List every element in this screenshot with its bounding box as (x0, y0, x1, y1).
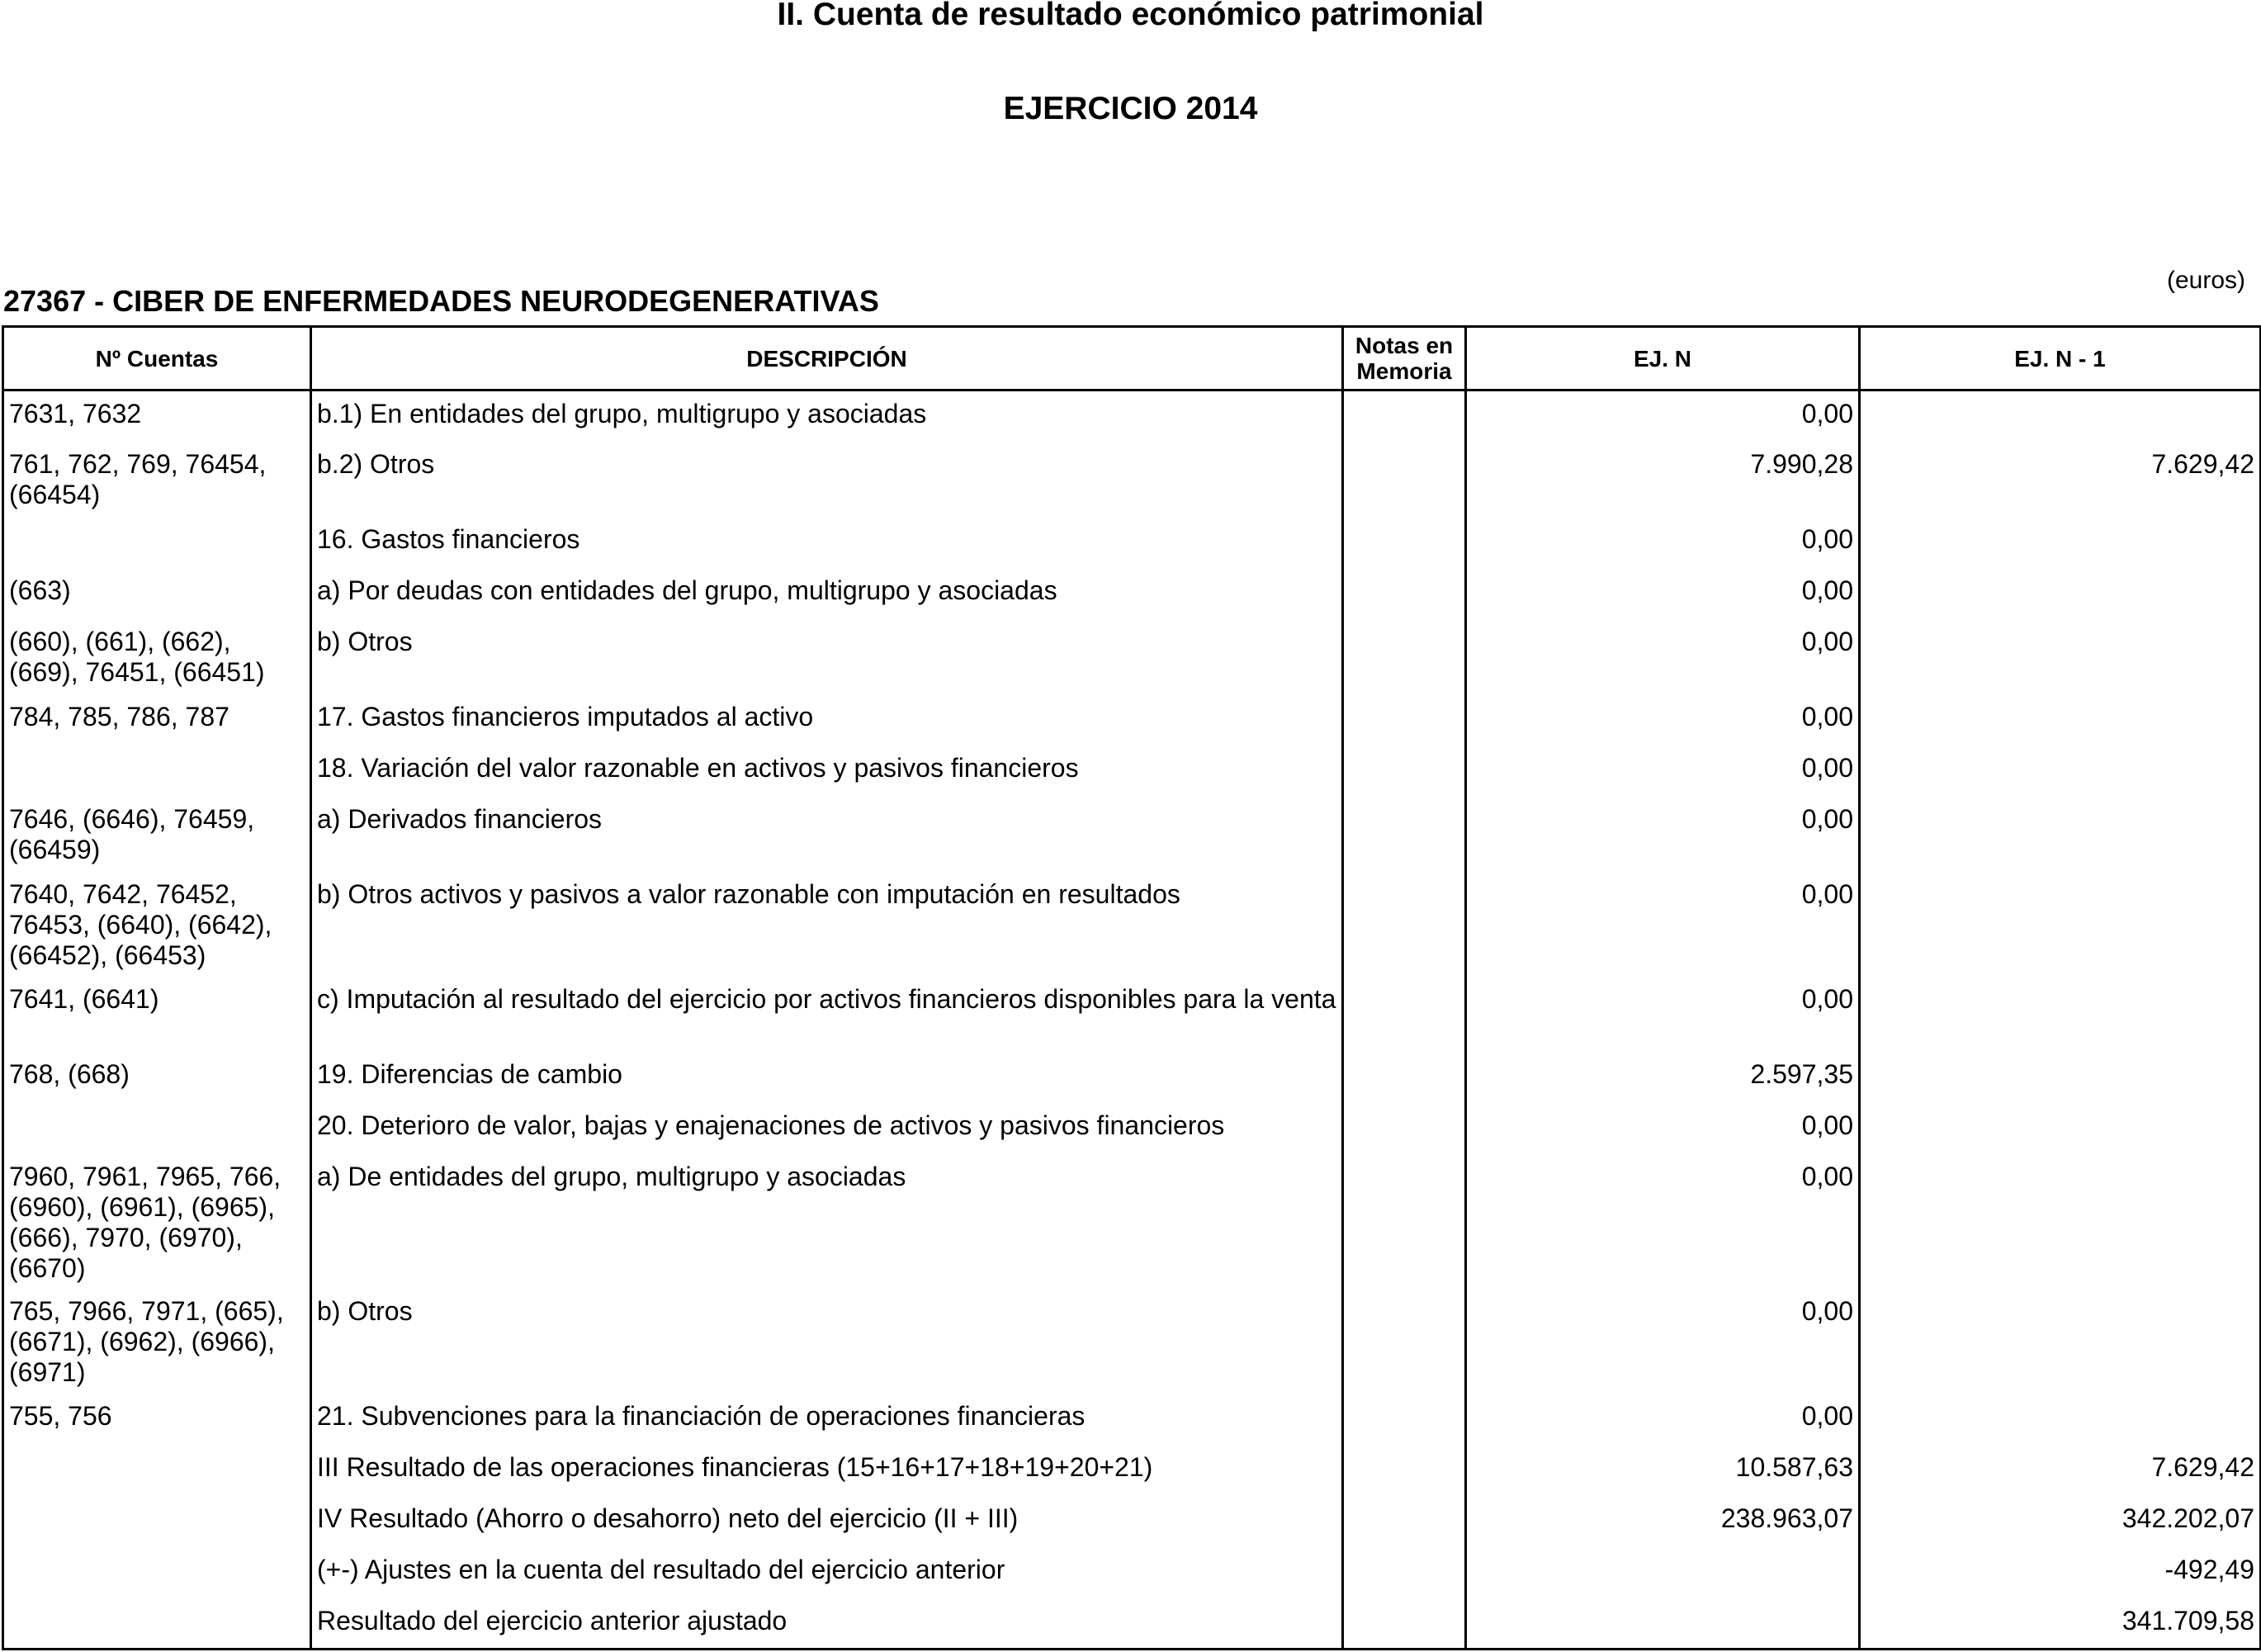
cell-notes (1343, 1445, 1466, 1496)
column-header-description: DESCRIPCIÓN (311, 327, 1343, 391)
cell-accounts (3, 1496, 311, 1547)
exercise-title: EJERCICIO 2014 (1003, 91, 1258, 126)
cell-previous-year (1860, 694, 2261, 746)
table-row (3, 442, 2261, 517)
cell-previous-year (1860, 568, 2261, 619)
cell-description: 21. Subvenciones para la financiación de operaciones financieras (311, 1394, 1343, 1445)
cell-current-year: 0,00 (1466, 1103, 1860, 1154)
cell-description: b) Otros (311, 1289, 1343, 1394)
table-row (3, 746, 2261, 797)
cell-accounts: 7640, 7642, 76452, 76453, (6640), (6642), (66452), (66453) (3, 872, 311, 977)
table-row (3, 568, 2261, 619)
cell-notes (1343, 694, 1466, 746)
cell-previous-year (1860, 872, 2261, 977)
cell-notes (1343, 872, 1466, 977)
cell-accounts (3, 746, 311, 797)
cell-previous-year: 7.629,42 (1860, 442, 2261, 517)
table-row (3, 1103, 2261, 1154)
cell-previous-year (1860, 746, 2261, 797)
cell-previous-year (1860, 619, 2261, 694)
cell-current-year: 0,00 (1466, 619, 1860, 694)
cell-previous-year (1860, 1052, 2261, 1103)
cell-current-year: 7.990,28 (1466, 442, 1860, 517)
table-row (3, 1496, 2261, 1547)
currency-units-label: (euros) (2166, 267, 2245, 294)
table-row (3, 391, 2261, 442)
cell-current-year (1466, 1598, 1860, 1650)
cell-current-year: 0,00 (1466, 1154, 1860, 1289)
cell-description: c) Imputación al resultado del ejercicio por activos financieros disponibles para la venta (311, 977, 1343, 1052)
cell-notes (1343, 1154, 1466, 1289)
cell-previous-year: 342.202,07 (1860, 1496, 2261, 1547)
cell-current-year: 0,00 (1466, 797, 1860, 872)
cell-previous-year (1860, 977, 2261, 1052)
cell-description: b) Otros (311, 619, 1343, 694)
cell-description: IV Resultado (Ahorro o desahorro) neto del ejercicio (II + III) (311, 1496, 1343, 1547)
cell-notes (1343, 746, 1466, 797)
cell-description: b.2) Otros (311, 442, 1343, 517)
cell-previous-year: 7.629,42 (1860, 1445, 2261, 1496)
cell-description: b) Otros activos y pasivos a valor razonable con imputación en resultados (311, 872, 1343, 977)
cell-previous-year: 341.709,58 (1860, 1598, 2261, 1650)
cell-previous-year: -492,49 (1860, 1547, 2261, 1598)
cell-accounts: 765, 7966, 7971, (665), (6671), (6962), (6966), (6971) (3, 1289, 311, 1394)
cell-accounts: 7641, (6641) (3, 977, 311, 1052)
cell-current-year: 0,00 (1466, 746, 1860, 797)
cell-accounts: 755, 756 (3, 1394, 311, 1445)
cell-current-year: 0,00 (1466, 517, 1860, 568)
cell-description: Resultado del ejercicio anterior ajustado (311, 1598, 1343, 1650)
cell-accounts (3, 1103, 311, 1154)
cell-description: (+-) Ajustes en la cuenta del resultado del ejercicio anterior (311, 1547, 1343, 1598)
cell-description: a) Derivados financieros (311, 797, 1343, 872)
table-row (3, 1289, 2261, 1394)
cell-current-year: 0,00 (1466, 1289, 1860, 1394)
cell-current-year: 10.587,63 (1466, 1445, 1860, 1496)
cell-accounts: (660), (661), (662), (669), 76451, (66451) (3, 619, 311, 694)
cell-notes (1343, 1052, 1466, 1103)
cell-accounts: 7631, 7632 (3, 391, 311, 442)
cell-notes (1343, 391, 1466, 442)
cell-notes (1343, 1496, 1466, 1547)
cell-current-year: 0,00 (1466, 391, 1860, 442)
cell-accounts (3, 1598, 311, 1650)
cell-previous-year (1860, 1103, 2261, 1154)
cell-description: III Resultado de las operaciones financieras (15+16+17+18+19+20+21) (311, 1445, 1343, 1496)
cell-previous-year (1860, 1289, 2261, 1394)
cell-current-year: 0,00 (1466, 872, 1860, 977)
cell-description: b.1) En entidades del grupo, multigrupo y asociadas (311, 391, 1343, 442)
cell-notes (1343, 619, 1466, 694)
cell-previous-year (1860, 391, 2261, 442)
cell-notes (1343, 1394, 1466, 1445)
cell-description: 17. Gastos financieros imputados al activo (311, 694, 1343, 746)
cell-accounts: 768, (668) (3, 1052, 311, 1103)
table-row (3, 1154, 2261, 1289)
table-body (3, 391, 2261, 1650)
cell-notes (1343, 797, 1466, 872)
cell-current-year: 0,00 (1466, 694, 1860, 746)
cell-notes (1343, 1547, 1466, 1598)
table-row (3, 517, 2261, 568)
cell-current-year: 0,00 (1466, 568, 1860, 619)
table-row (3, 1547, 2261, 1598)
column-header-notes: Notas en Memoria (1343, 327, 1466, 391)
cell-description: a) De entidades del grupo, multigrupo y asociadas (311, 1154, 1343, 1289)
cell-accounts (3, 1445, 311, 1496)
table-row (3, 1394, 2261, 1445)
column-header-current-year: EJ. N (1466, 327, 1860, 391)
cell-notes (1343, 1598, 1466, 1650)
cell-description: 16. Gastos financieros (311, 517, 1343, 568)
cell-notes (1343, 1103, 1466, 1154)
page-title: II. Cuenta de resultado económico patrimonial (777, 0, 1484, 32)
cell-notes (1343, 977, 1466, 1052)
cell-accounts (3, 1547, 311, 1598)
cell-notes (1343, 568, 1466, 619)
table-row (3, 977, 2261, 1052)
cell-notes (1343, 517, 1466, 568)
table-row (3, 797, 2261, 872)
table-row (3, 694, 2261, 746)
cell-previous-year (1860, 1394, 2261, 1445)
table-row (3, 1445, 2261, 1496)
income-statement-table (2, 325, 2261, 1650)
entity-name: 27367 - CIBER DE ENFERMEDADES NEURODEGENERATIVAS (3, 284, 879, 318)
cell-previous-year (1860, 517, 2261, 568)
table-row (3, 872, 2261, 977)
cell-current-year (1466, 1547, 1860, 1598)
cell-current-year: 0,00 (1466, 977, 1860, 1052)
cell-current-year: 0,00 (1466, 1394, 1860, 1445)
cell-accounts: 761, 762, 769, 76454, (66454) (3, 442, 311, 517)
cell-current-year: 2.597,35 (1466, 1052, 1860, 1103)
cell-previous-year (1860, 797, 2261, 872)
cell-accounts: 784, 785, 786, 787 (3, 694, 311, 746)
cell-current-year: 238.963,07 (1466, 1496, 1860, 1547)
table-row (3, 1598, 2261, 1650)
cell-description: 20. Deterioro de valor, bajas y enajenaciones de activos y pasivos financieros (311, 1103, 1343, 1154)
table-row (3, 1052, 2261, 1103)
table-header-row (3, 327, 2261, 391)
cell-accounts: 7960, 7961, 7965, 766, (6960), (6961), (6965), (666), 7970, (6970), (6670) (3, 1154, 311, 1289)
cell-description: 19. Diferencias de cambio (311, 1052, 1343, 1103)
cell-description: a) Por deudas con entidades del grupo, multigrupo y asociadas (311, 568, 1343, 619)
column-header-accounts: Nº Cuentas (3, 327, 311, 391)
cell-notes (1343, 442, 1466, 517)
cell-description: 18. Variación del valor razonable en activos y pasivos financieros (311, 746, 1343, 797)
cell-notes (1343, 1289, 1466, 1394)
cell-accounts: 7646, (6646), 76459, (66459) (3, 797, 311, 872)
column-header-previous-year: EJ. N - 1 (1860, 327, 2261, 391)
cell-previous-year (1860, 1154, 2261, 1289)
cell-accounts: (663) (3, 568, 311, 619)
table-row (3, 619, 2261, 694)
cell-accounts (3, 517, 311, 568)
